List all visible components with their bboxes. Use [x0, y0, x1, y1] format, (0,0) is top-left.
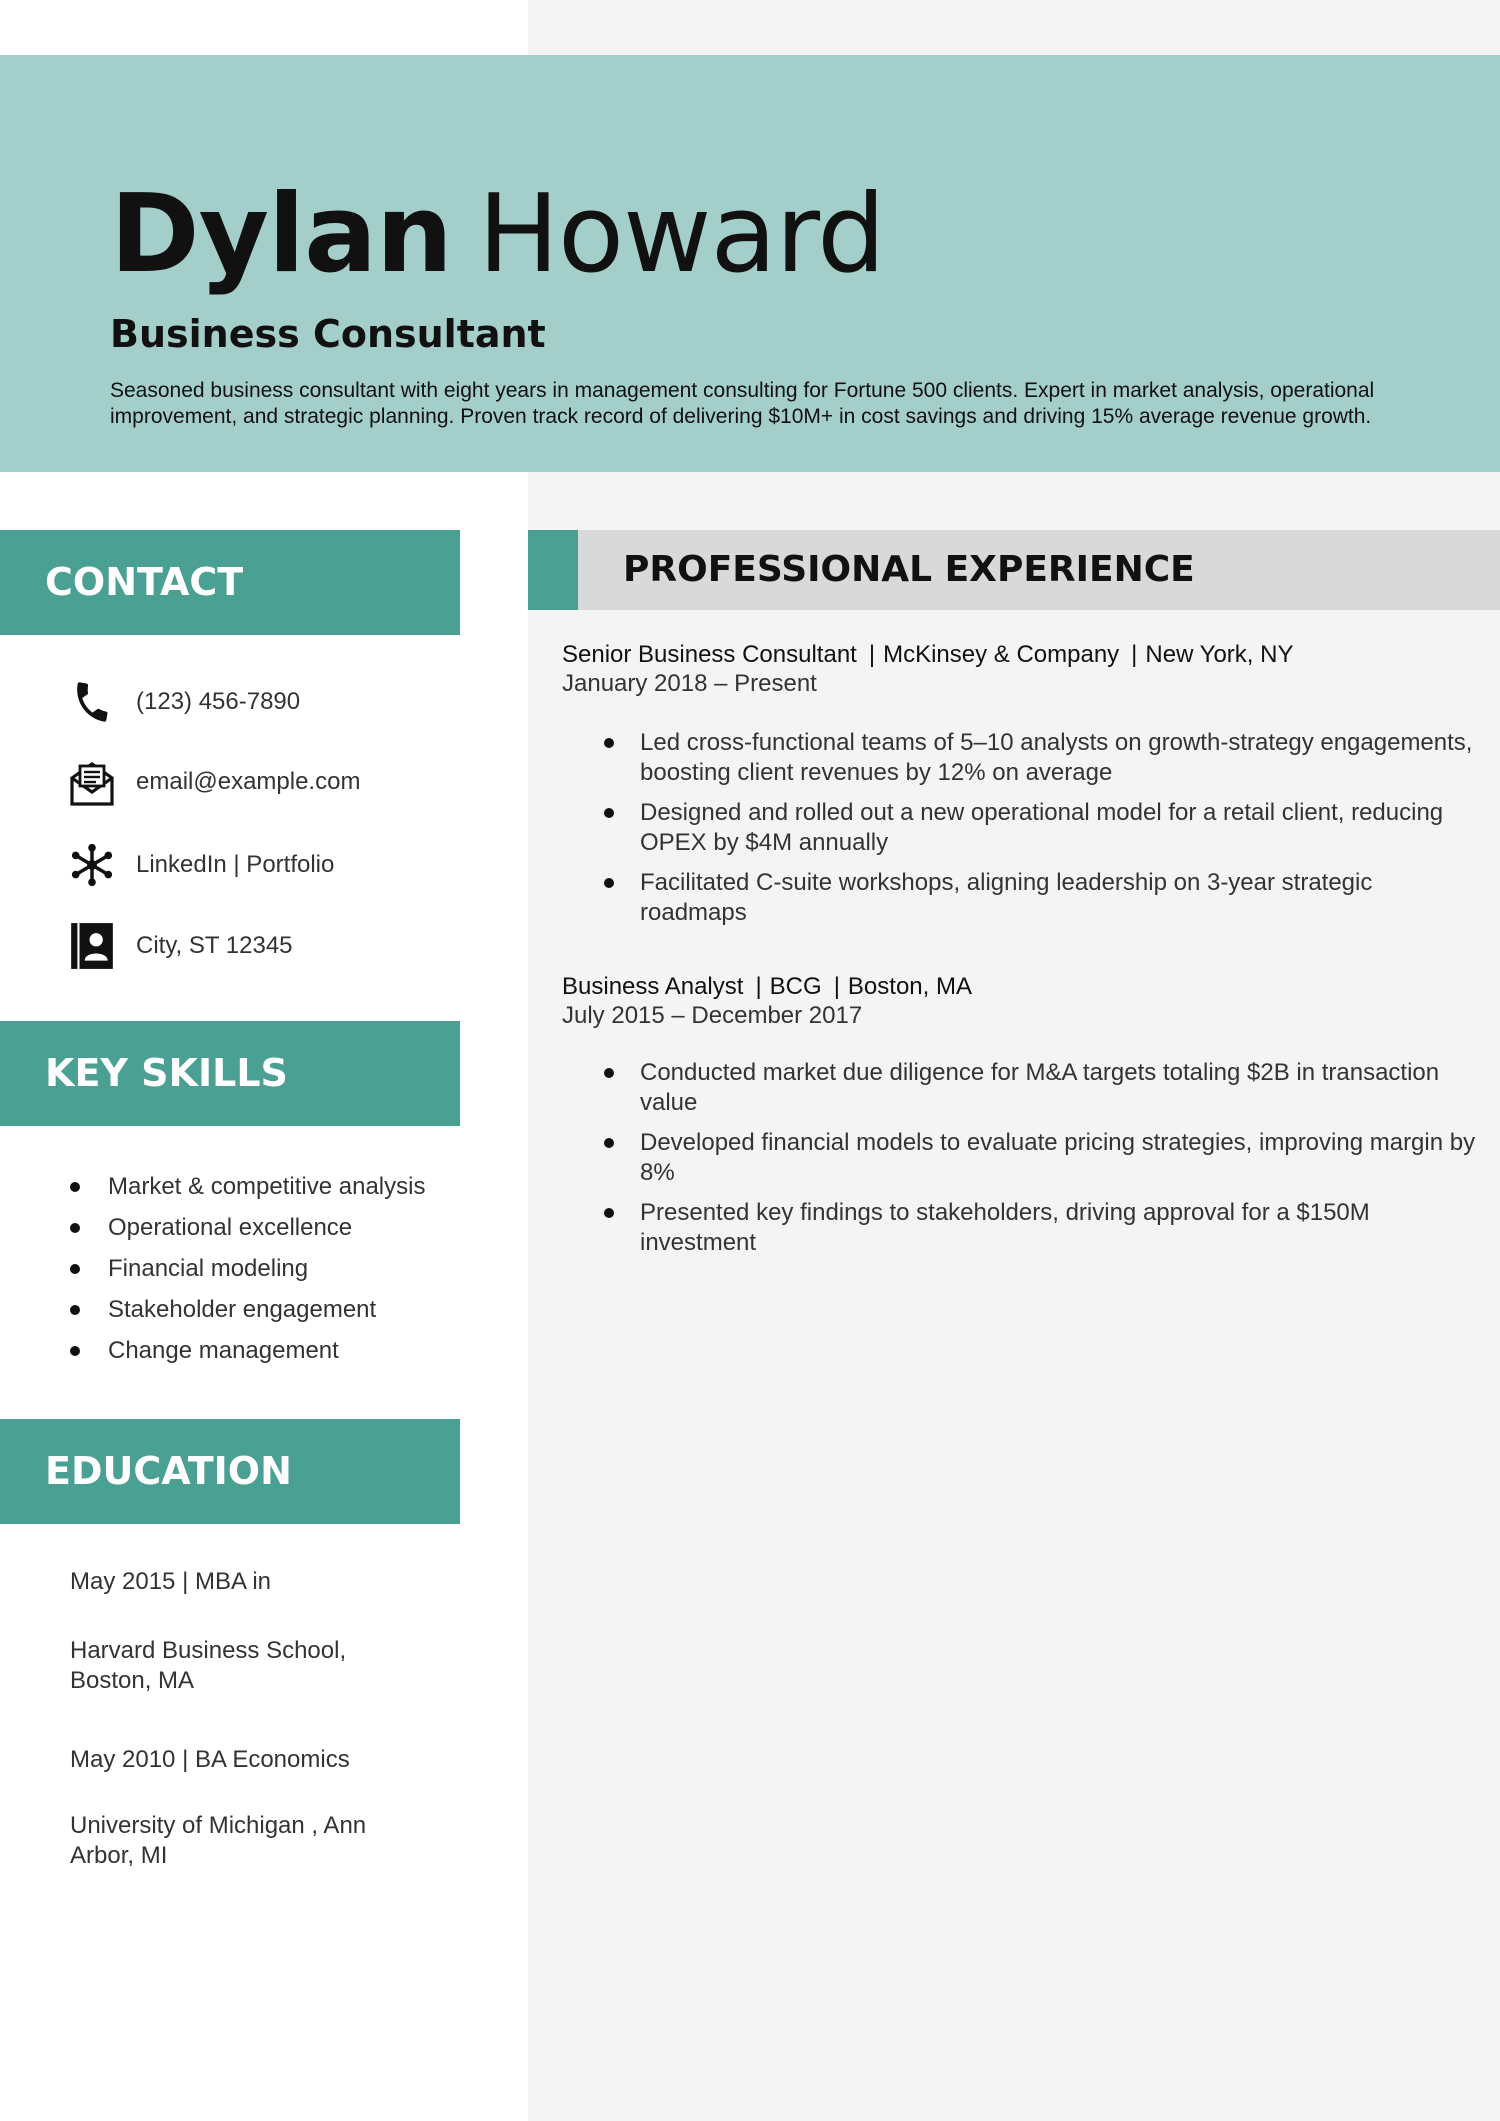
skills-section-bar [0, 1021, 460, 1126]
skill-item: Stakeholder engagement [68, 1289, 425, 1330]
contact-heading: CONTACT [45, 560, 244, 604]
experience-section-bar [528, 530, 1500, 610]
job-location: New York, NY [1145, 641, 1294, 668]
job-role: Business Analyst [562, 973, 744, 1000]
job-header [562, 640, 1293, 670]
education-school: Harvard Business School, Boston, MA [70, 1637, 347, 1694]
contact-card-icon [68, 920, 116, 972]
job-company: McKinsey & Company [883, 641, 1120, 668]
job-bullets [600, 728, 1480, 938]
job-company: BCG [769, 973, 822, 1000]
job-bullets [600, 1058, 1480, 1268]
network-icon [68, 839, 116, 891]
job-bullet: Facilitated C-suite workshops, aligning leadership on 3-year strategic roadmaps [600, 868, 1480, 928]
job-bullet: Designed and rolled out a new operational model for a retail client, reducing OPEX by $4M annually [600, 798, 1480, 858]
separator: | [833, 973, 840, 1000]
skills-heading: KEY SKILLS [45, 1051, 288, 1095]
job-bullet: Developed financial models to evaluate pricing strategies, improving margin by 8% [600, 1128, 1480, 1188]
last-name: Howard [477, 172, 885, 297]
job-dates: January 2018 – Present [562, 670, 817, 697]
education-section-bar [0, 1419, 460, 1524]
phone-number[interactable]: (123) 456-7890 [136, 688, 301, 715]
contact-links [68, 839, 508, 891]
contact-location [68, 920, 508, 972]
skill-item: Operational excellence [68, 1207, 425, 1248]
job-bullet: Led cross-functional teams of 5–10 analysts on growth-strategy engagements, boosting client revenues by 12% on average [600, 728, 1480, 788]
job-dates: July 2015 – December 2017 [562, 1002, 863, 1029]
first-name: Dylan [110, 172, 452, 297]
job-role: Senior Business Consultant [562, 641, 857, 668]
separator: | [868, 641, 876, 668]
full-name [110, 172, 885, 297]
skill-item: Financial modeling [68, 1248, 425, 1289]
experience-accent-block [528, 530, 578, 610]
education-heading: EDUCATION [45, 1449, 292, 1493]
skill-item: Change management [68, 1330, 425, 1371]
job-bullet: Conducted market due diligence for M&A targets totaling $2B in transaction value [600, 1058, 1480, 1118]
linkedin-portfolio[interactable]: LinkedIn | Portfolio [136, 851, 335, 878]
skills-list [68, 1166, 425, 1371]
summary-text: Seasoned business consultant with eight years in management consulting for Fortune 500 clients. Expert in market analysis, operational improvement, and strategic planning. Proven track record of delivering $10M+ in cost savings and driving 15% average revenue growth. [110, 379, 1375, 428]
job-header [562, 972, 972, 1002]
phone-icon [68, 676, 116, 728]
skill-item: Market & competitive analysis [68, 1166, 425, 1207]
envelope-icon [68, 756, 116, 808]
experience-heading: PROFESSIONAL EXPERIENCE [623, 549, 1195, 590]
education-degree: May 2010 | BA Economics [70, 1746, 350, 1773]
contact-phone [68, 676, 508, 728]
email-address[interactable]: email@example.com [136, 768, 361, 795]
contact-email [68, 756, 508, 808]
job-title: Business Consultant [110, 312, 546, 356]
separator: | [1131, 641, 1138, 668]
city-state-zip: City, ST 12345 [136, 932, 293, 959]
resume-header [0, 55, 1500, 472]
job-location: Boston, MA [847, 973, 972, 1000]
separator: | [755, 973, 762, 1000]
contact-section-bar [0, 530, 460, 635]
education-school: University of Michigan , Ann Arbor, MI [70, 1812, 367, 1869]
education-degree: May 2015 | MBA in [70, 1568, 271, 1595]
job-bullet: Presented key findings to stakeholders, driving approval for a $150M investment [600, 1198, 1480, 1258]
